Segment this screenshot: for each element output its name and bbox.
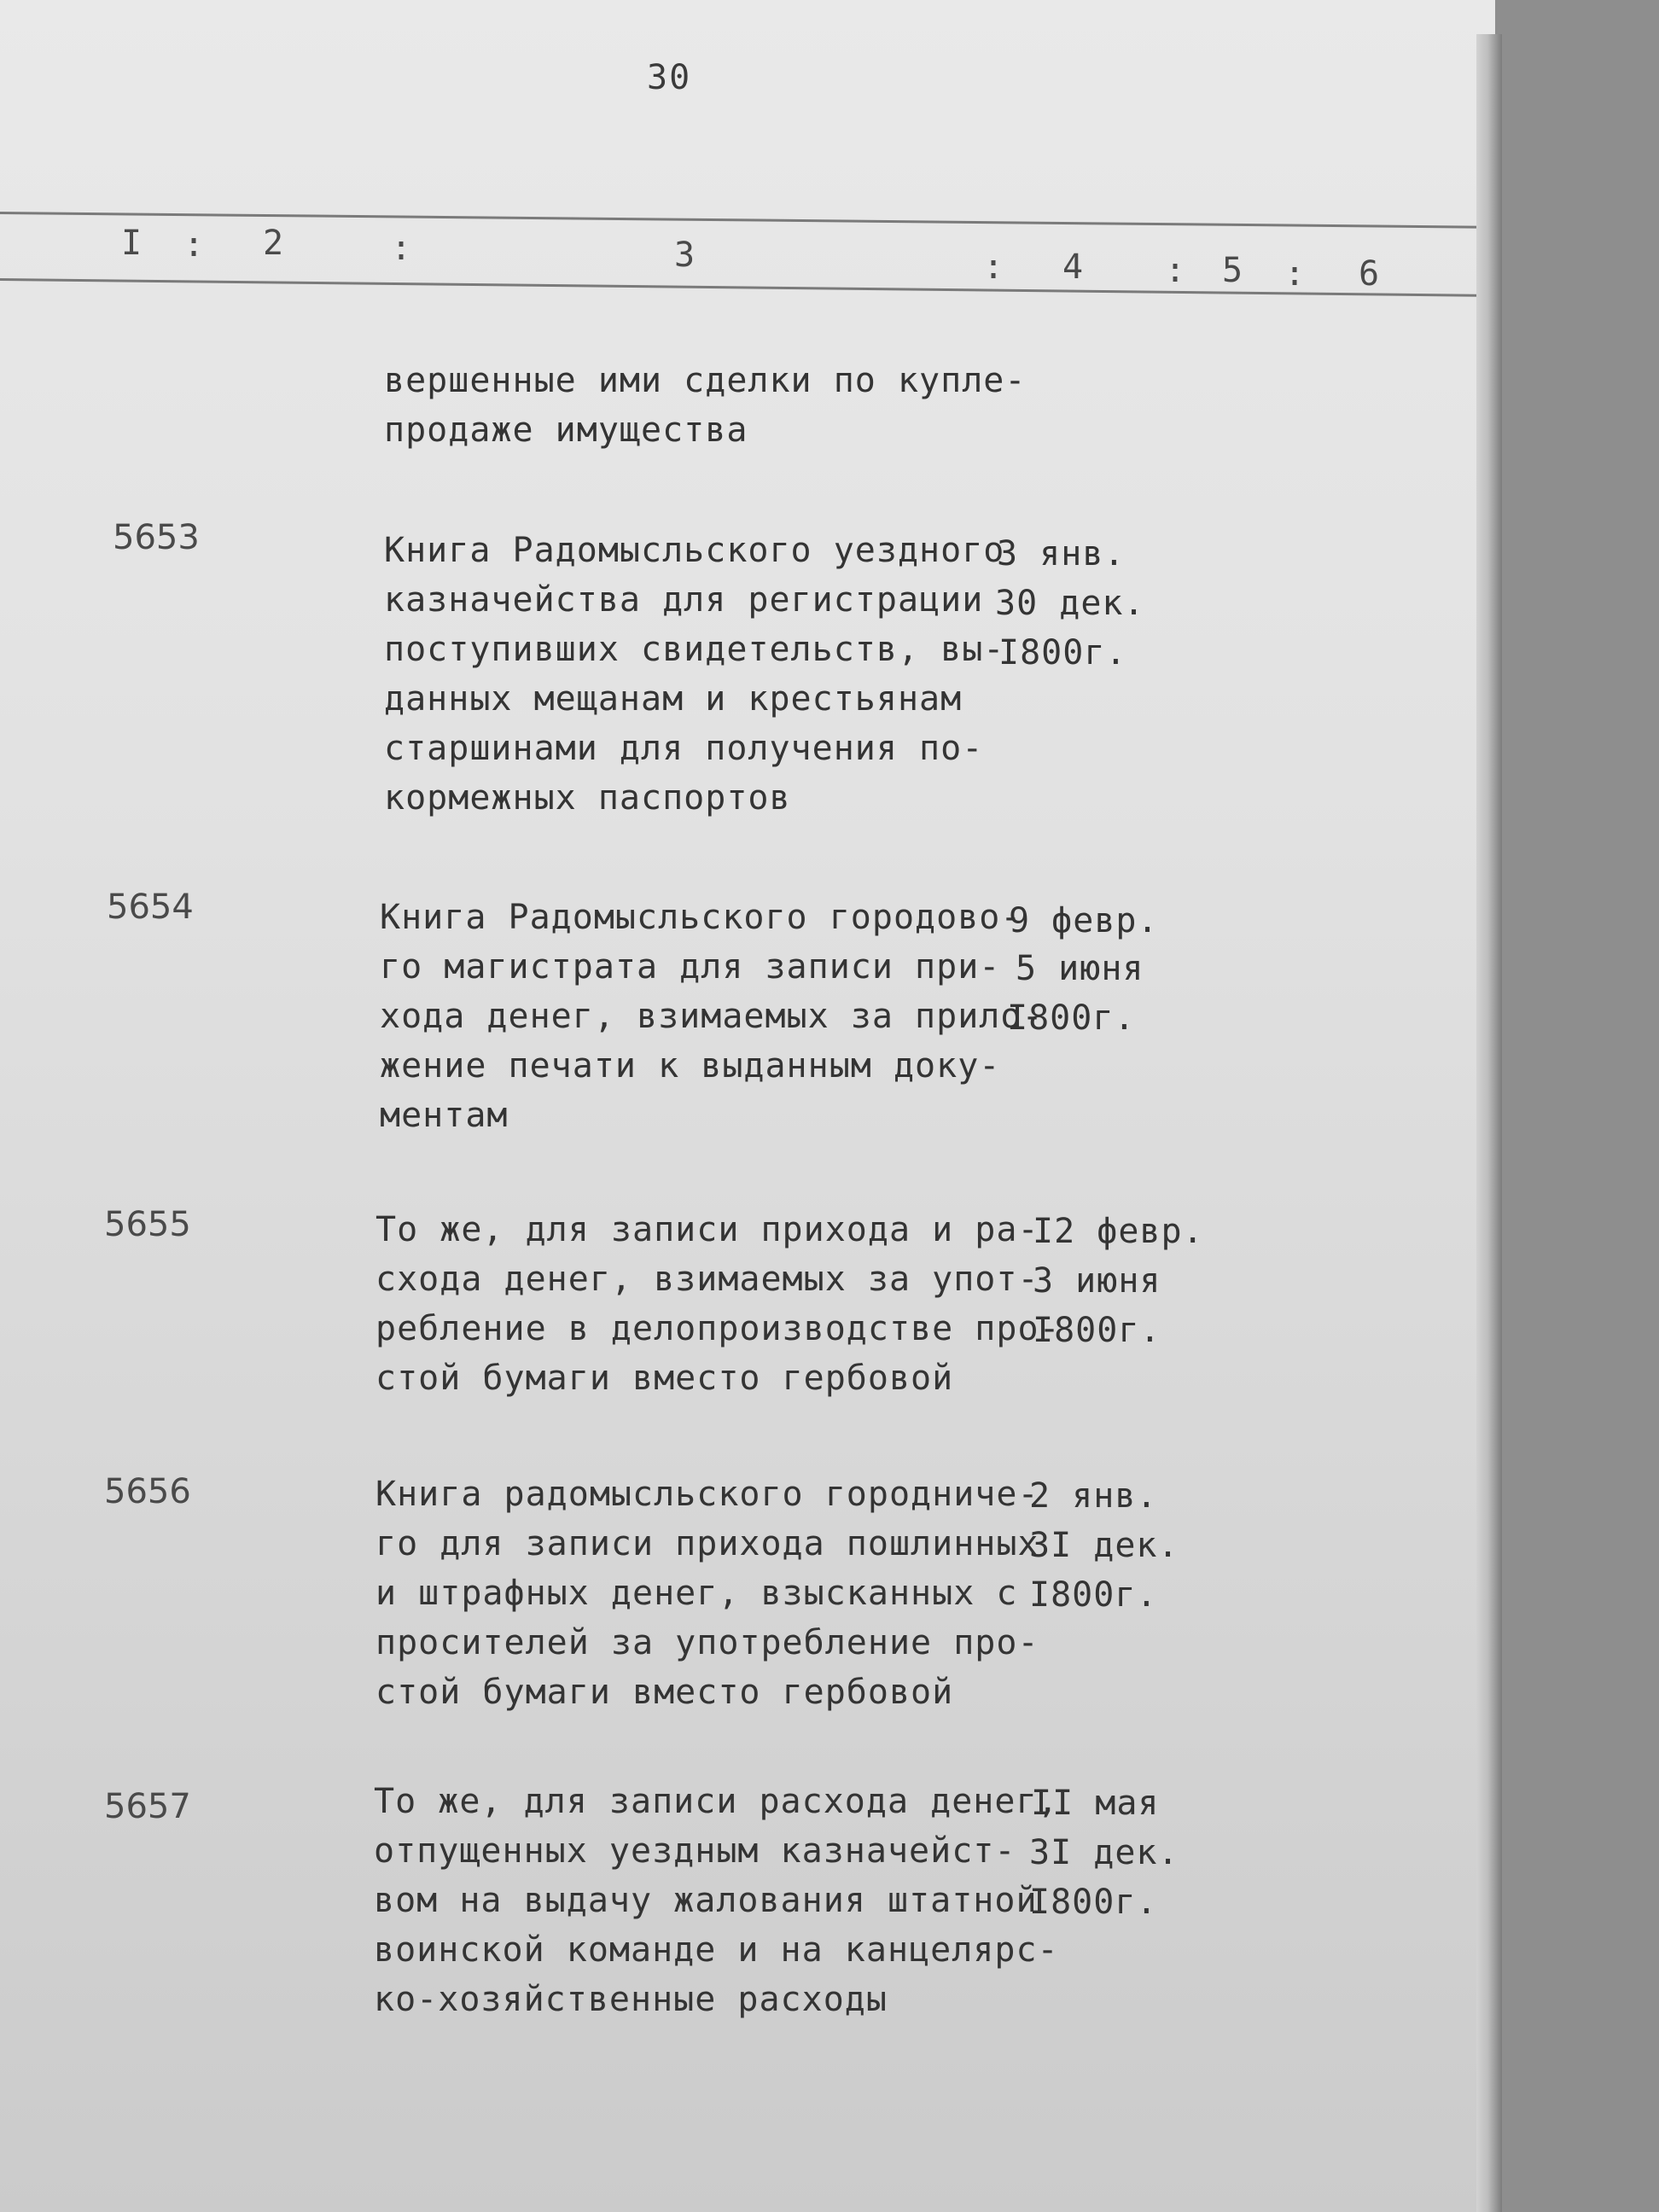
entry-description-line: го магистрата для записи при- bbox=[380, 947, 1001, 987]
entry-description-line: старшинами для получения по- bbox=[384, 729, 984, 768]
entry-description-line: казначейства для регистрации bbox=[384, 580, 984, 620]
entry-number: 5657 bbox=[104, 1787, 191, 1826]
entry-description-line: стой бумаги вместо гербовой bbox=[375, 1673, 954, 1712]
column-header-separator: : bbox=[391, 229, 412, 268]
entry-description-line: вом на выдачу жалования штатной bbox=[374, 1881, 1038, 1920]
entry-description-line: Книга Радомысльского городово- bbox=[380, 898, 1022, 937]
continuation-line: вершенные ими сделки по купле- bbox=[384, 361, 1027, 400]
entry-year: I800г. bbox=[1029, 1575, 1158, 1615]
column-header-1: I bbox=[121, 224, 143, 263]
entry-description-line: ребление в делопроизводстве про- bbox=[375, 1309, 1061, 1348]
entry-number: 5656 bbox=[104, 1472, 191, 1511]
entry-year: I800г. bbox=[1029, 1883, 1158, 1922]
entry-description-line: ментам bbox=[380, 1096, 509, 1135]
page-number: 30 bbox=[647, 58, 692, 97]
entry-start-date: II мая bbox=[1031, 1784, 1160, 1823]
entry-number: 5655 bbox=[104, 1205, 191, 1244]
column-header-separator: : bbox=[183, 225, 205, 265]
entry-description-line: отпущенных уездным казначейст- bbox=[374, 1831, 1016, 1871]
entry-description-line: хода денег, взимаемых за прило- bbox=[380, 997, 1044, 1036]
entry-description-line: жение печати к выданным доку- bbox=[380, 1046, 1001, 1086]
column-header-2: 2 bbox=[263, 224, 284, 263]
column-header-separator: : bbox=[983, 247, 1004, 287]
entry-end-date: 3I дек. bbox=[1029, 1833, 1179, 1872]
entry-description-line: воинской команде и на канцелярс- bbox=[374, 1930, 1059, 1970]
entry-start-date: 9 февр. bbox=[1009, 901, 1159, 940]
entry-number: 5654 bbox=[107, 888, 194, 927]
entry-description-line: То же, для записи прихода и ра- bbox=[375, 1210, 1039, 1249]
entry-description-line: То же, для записи расхода денег, bbox=[374, 1782, 1059, 1821]
entry-description-line: Книга радомысльского городниче- bbox=[375, 1475, 1039, 1514]
entry-year: I800г. bbox=[1007, 998, 1136, 1038]
entry-description-line: Книга Радомысльского уездного bbox=[384, 531, 1005, 570]
header-rule-top bbox=[0, 212, 1495, 229]
page-edge-shadow bbox=[1476, 34, 1502, 2212]
entry-year: I800г. bbox=[998, 633, 1127, 672]
entry-description-line: ко-хозяйственные расходы bbox=[374, 1980, 888, 2019]
entry-end-date: 30 дек. bbox=[995, 584, 1145, 623]
entry-description-line: поступивших свидетельств, вы- bbox=[384, 630, 1005, 669]
entry-year: I800г. bbox=[1033, 1311, 1161, 1350]
entry-description-line: просителей за употребление про- bbox=[375, 1623, 1039, 1662]
header-rule-bottom bbox=[0, 278, 1495, 297]
entry-description-line: стой бумаги вместо гербовой bbox=[375, 1359, 954, 1398]
column-header-4: 4 bbox=[1062, 247, 1084, 287]
entry-number: 5653 bbox=[113, 518, 200, 557]
column-header-separator: : bbox=[1165, 251, 1186, 290]
column-header-3: 3 bbox=[674, 236, 696, 275]
entry-description-line: кормежных паспортов bbox=[384, 778, 791, 818]
entry-start-date: 2 янв. bbox=[1029, 1476, 1158, 1516]
entry-description-line: данных мещанам и крестьянам bbox=[384, 679, 963, 719]
continuation-line: продаже имущества bbox=[384, 410, 748, 450]
entry-description-line: и штрафных денег, взысканных с bbox=[375, 1574, 1018, 1613]
entry-description-line: го для записи прихода пошлинных bbox=[375, 1524, 1039, 1563]
entry-end-date: 3 июня bbox=[1033, 1261, 1161, 1301]
entry-start-date: 3 янв. bbox=[997, 534, 1126, 573]
column-header-6: 6 bbox=[1359, 254, 1380, 294]
entry-end-date: 5 июня bbox=[1016, 949, 1144, 988]
column-header-5: 5 bbox=[1222, 251, 1243, 290]
entry-start-date: I2 февр. bbox=[1033, 1212, 1204, 1251]
entry-end-date: 3I дек. bbox=[1029, 1526, 1179, 1565]
entry-description-line: схода денег, взимаемых за упот- bbox=[375, 1260, 1039, 1299]
column-header-separator: : bbox=[1284, 254, 1306, 294]
